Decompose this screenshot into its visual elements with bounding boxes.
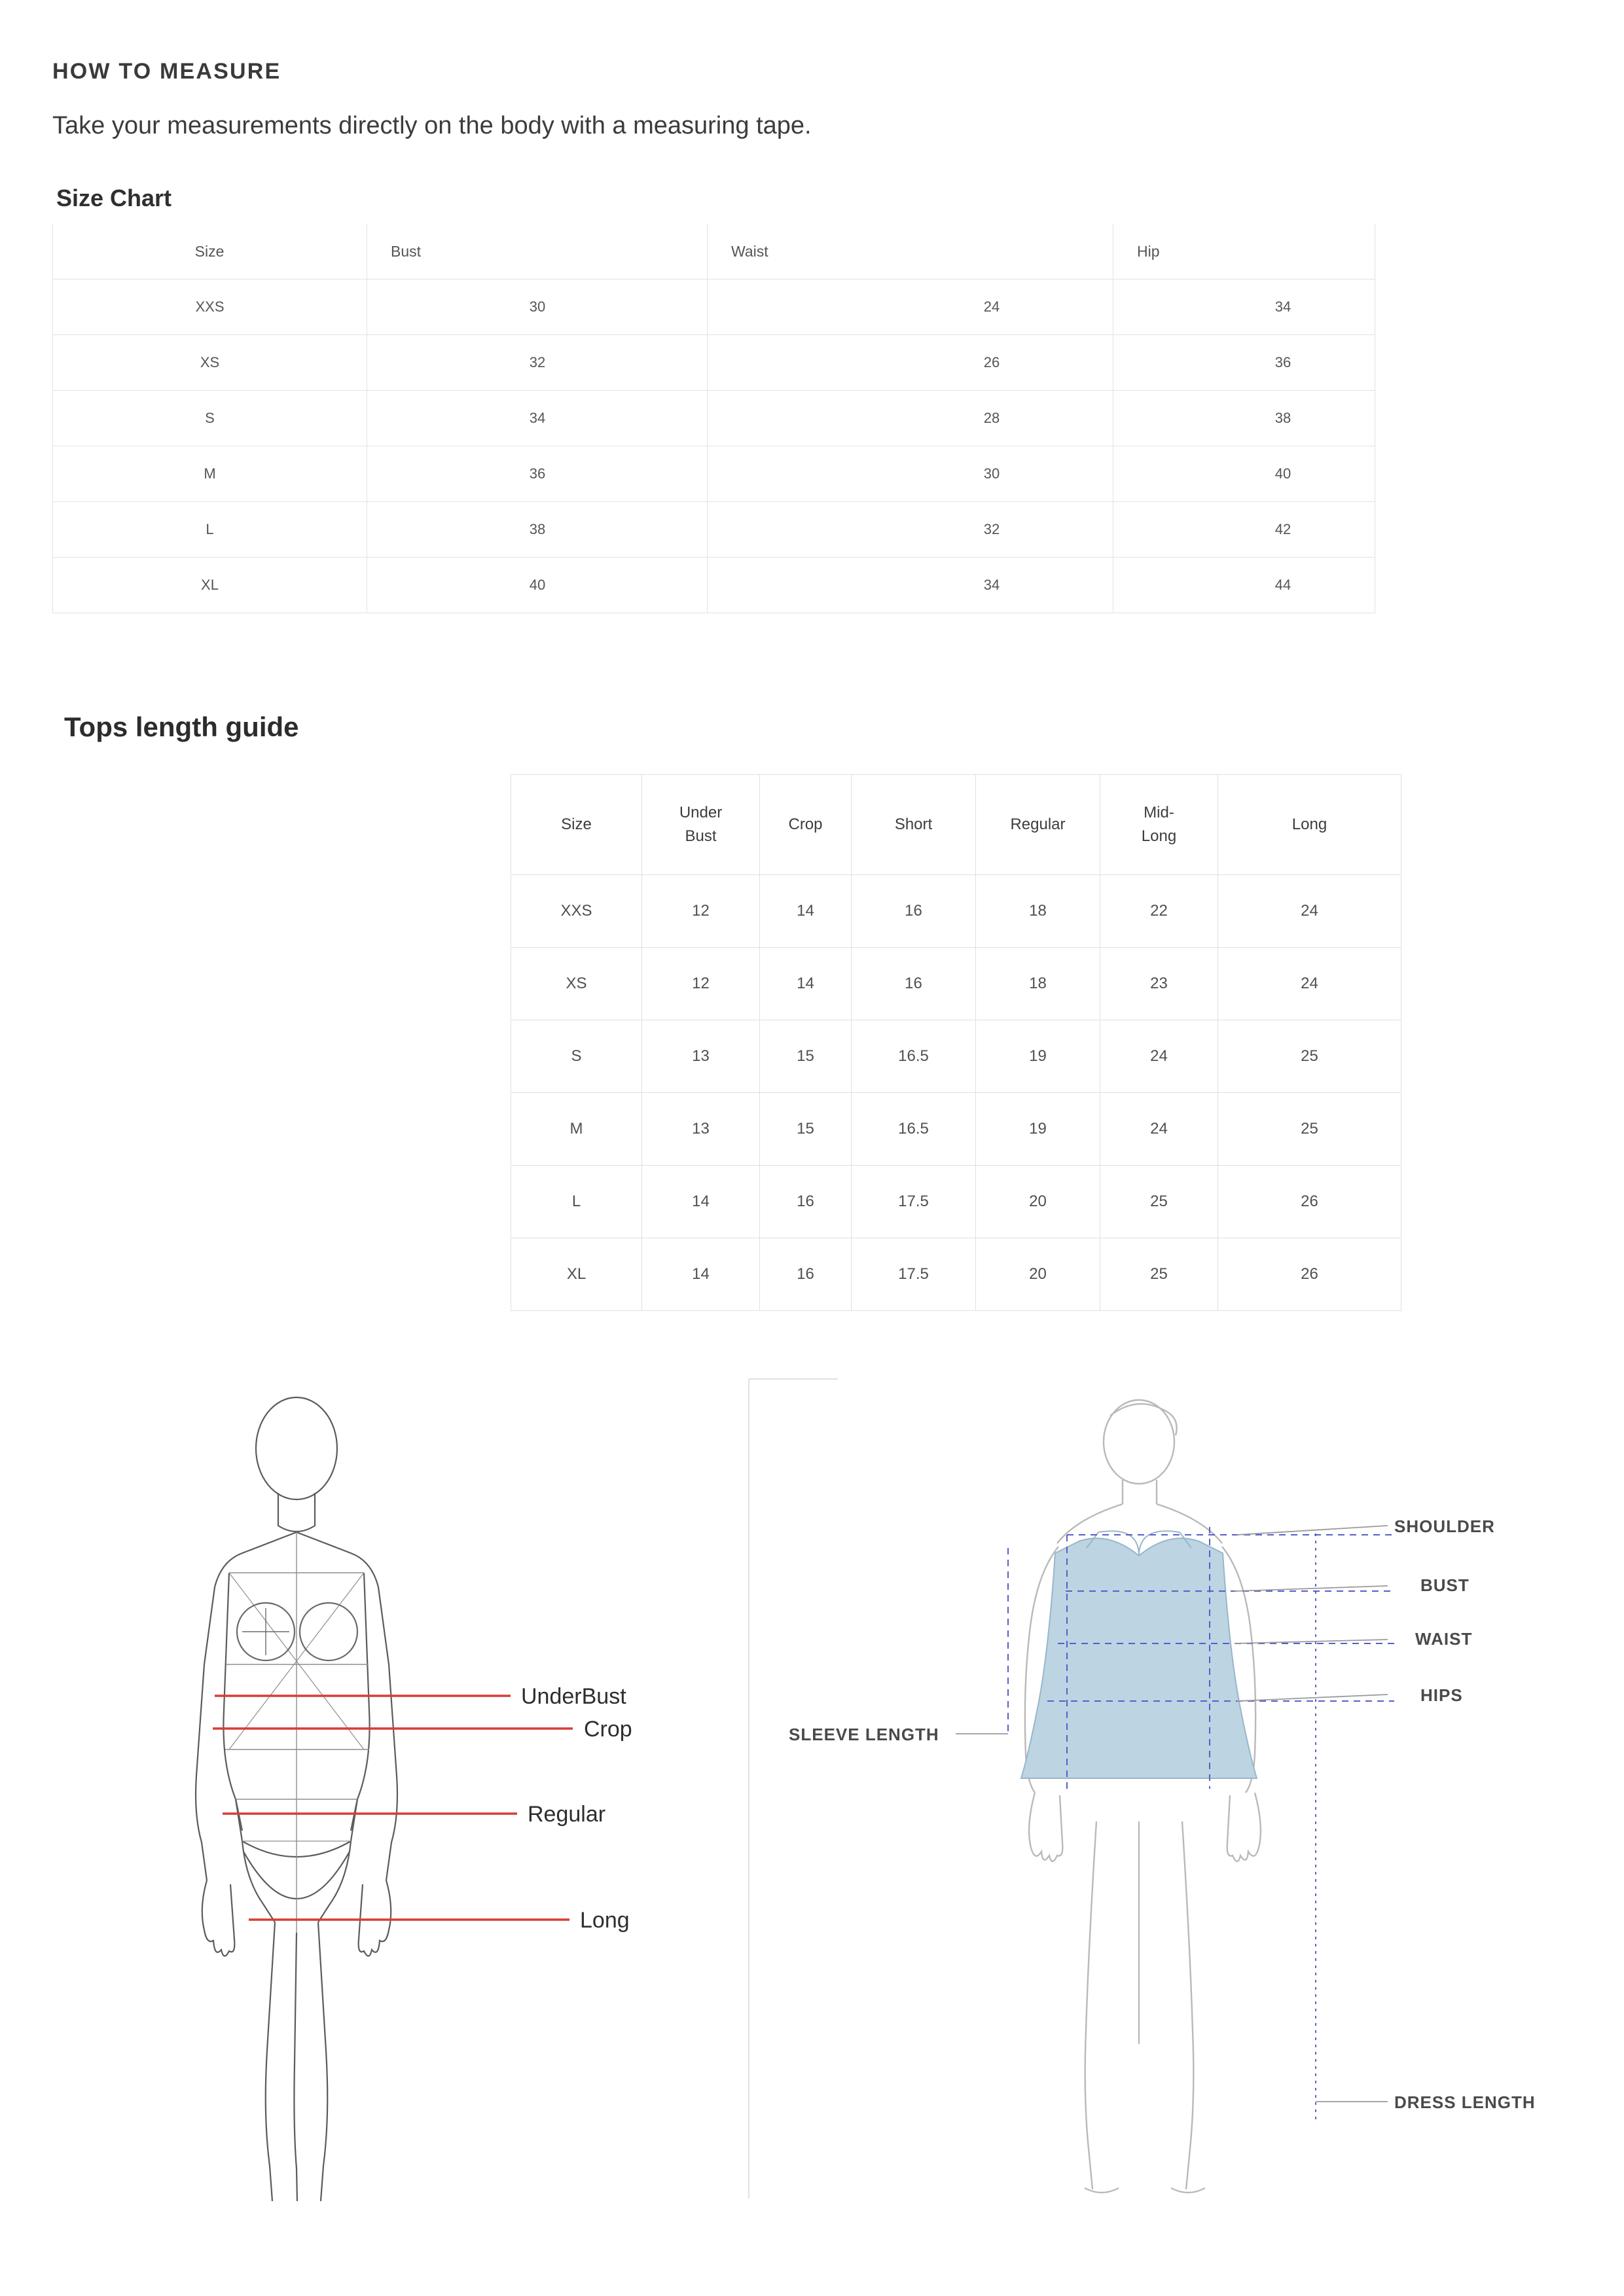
cell-under-bust: 12 [642, 948, 760, 1020]
table-row [511, 1238, 1401, 1311]
dress-diagram [740, 1370, 1610, 2208]
tops-table-wrapper [52, 774, 1572, 1311]
cell-waist: 30 [708, 446, 1113, 502]
cell-hip: 44 [1113, 558, 1375, 613]
cell-mid-long: 24 [1100, 1020, 1218, 1093]
cell-short: 17.5 [852, 1166, 976, 1238]
column-header-size: Size [53, 224, 367, 279]
column-header-short [852, 775, 976, 875]
label-dress-length: DRESS LENGTH [1394, 2092, 1536, 2112]
cell-hip: 36 [1113, 335, 1375, 391]
column-header-regular [976, 775, 1100, 875]
cell-size: XS [53, 335, 367, 391]
croquis-diagram [144, 1357, 799, 2208]
cell-waist: 24 [708, 279, 1113, 335]
cell-long: 24 [1218, 948, 1401, 1020]
column-header-mid-long [1100, 775, 1218, 875]
figures-section [52, 1357, 1572, 2208]
cell-bust: 36 [367, 446, 708, 502]
table-row [511, 1166, 1401, 1238]
column-header-under-bust [642, 775, 760, 875]
label-hips: HIPS [1420, 1685, 1463, 1705]
cell-under-bust: 13 [642, 1093, 760, 1166]
cell-waist: 28 [708, 391, 1113, 446]
header-line: Size [561, 816, 592, 833]
cell-size: S [511, 1020, 642, 1093]
page-title: HOW TO MEASURE [52, 59, 281, 84]
cell-size: L [53, 502, 367, 558]
cell-crop: 16 [760, 1166, 852, 1238]
table-row [53, 391, 1375, 446]
cell-size: S [53, 391, 367, 446]
header-line: Long [1141, 827, 1177, 845]
table-row [511, 948, 1401, 1020]
cell-crop: 14 [760, 875, 852, 948]
cell-long: 25 [1218, 1093, 1401, 1166]
cell-short: 16 [852, 875, 976, 948]
cell-regular: 18 [976, 875, 1100, 948]
table-row [53, 335, 1375, 391]
header-line: Long [1291, 816, 1327, 833]
table-header-row [511, 775, 1401, 875]
tops-length-table [511, 774, 1401, 1311]
cell-size: XXS [511, 875, 642, 948]
cell-long: 26 [1218, 1166, 1401, 1238]
cell-bust: 34 [367, 391, 708, 446]
header-line: Crop [788, 816, 823, 833]
cell-mid-long: 25 [1100, 1166, 1218, 1238]
cell-hip: 42 [1113, 502, 1375, 558]
cell-size: M [53, 446, 367, 502]
cell-crop: 16 [760, 1238, 852, 1311]
label-waist: WAIST [1415, 1629, 1473, 1649]
cell-size: XS [511, 948, 642, 1020]
column-header-waist: Waist [708, 224, 1113, 279]
cell-size: M [511, 1093, 642, 1166]
label-shoulder: SHOULDER [1394, 1516, 1495, 1536]
cell-waist: 32 [708, 502, 1113, 558]
cell-under-bust: 13 [642, 1020, 760, 1093]
cell-crop: 15 [760, 1093, 852, 1166]
cell-hip: 34 [1113, 279, 1375, 335]
cell-short: 16 [852, 948, 976, 1020]
table-row [511, 1093, 1401, 1166]
label-sleeve-length: SLEEVE LENGTH [789, 1725, 939, 1744]
table-row [53, 279, 1375, 335]
cell-crop: 15 [760, 1020, 852, 1093]
header-line: Under [679, 804, 723, 821]
size-chart-table [52, 224, 1375, 613]
cell-under-bust: 12 [642, 875, 760, 948]
header-line: Bust [685, 827, 717, 845]
column-header-crop [760, 775, 852, 875]
column-header-hip: Hip [1113, 224, 1375, 279]
cell-short: 17.5 [852, 1238, 976, 1311]
cell-size: XL [53, 558, 367, 613]
label-crop: Crop [584, 1717, 632, 1742]
cell-regular: 19 [976, 1020, 1100, 1093]
cell-under-bust: 14 [642, 1166, 760, 1238]
cell-size: XL [511, 1238, 642, 1311]
tops-length-guide-title: Tops length guide [64, 711, 299, 742]
table-row [53, 446, 1375, 502]
cell-long: 25 [1218, 1020, 1401, 1093]
cell-waist: 26 [708, 335, 1113, 391]
cell-short: 16.5 [852, 1093, 976, 1166]
table-header-row [53, 224, 1375, 279]
label-long: Long [580, 1908, 630, 1933]
column-header-size [511, 775, 642, 875]
header-line: Regular [1010, 816, 1066, 833]
cell-bust: 30 [367, 279, 708, 335]
cell-crop: 14 [760, 948, 852, 1020]
dress-shape [1021, 1531, 1257, 1778]
cell-regular: 20 [976, 1166, 1100, 1238]
cell-bust: 40 [367, 558, 708, 613]
cell-hip: 40 [1113, 446, 1375, 502]
header-line: Short [894, 816, 933, 833]
cell-regular: 19 [976, 1093, 1100, 1166]
size-chart-title: Size Chart [56, 185, 172, 211]
cell-regular: 20 [976, 1238, 1100, 1311]
column-header-bust: Bust [367, 224, 708, 279]
cell-mid-long: 23 [1100, 948, 1218, 1020]
cell-long: 24 [1218, 875, 1401, 948]
table-row [511, 1020, 1401, 1093]
cell-regular: 18 [976, 948, 1100, 1020]
header-line: Mid- [1144, 804, 1174, 821]
label-regular: Regular [528, 1802, 606, 1827]
cell-size: XXS [53, 279, 367, 335]
length-marker-lines [213, 1696, 573, 1920]
cell-mid-long: 22 [1100, 875, 1218, 948]
cell-bust: 38 [367, 502, 708, 558]
tops-length-figure [144, 1357, 799, 2208]
column-header-long [1218, 775, 1401, 875]
cell-bust: 32 [367, 335, 708, 391]
cell-waist: 34 [708, 558, 1113, 613]
cell-hip: 38 [1113, 391, 1375, 446]
cell-mid-long: 25 [1100, 1238, 1218, 1311]
cell-short: 16.5 [852, 1020, 976, 1093]
label-underbust: UnderBust [521, 1684, 626, 1709]
dress-measurement-figure [740, 1370, 1610, 2208]
cell-under-bust: 14 [642, 1238, 760, 1311]
table-row [511, 875, 1401, 948]
cell-long: 26 [1218, 1238, 1401, 1311]
cell-mid-long: 24 [1100, 1093, 1218, 1166]
label-bust: BUST [1420, 1575, 1470, 1595]
page-subtitle: Take your measurements directly on the body with a measuring tape. [52, 112, 812, 139]
table-row [53, 502, 1375, 558]
cell-size: L [511, 1166, 642, 1238]
table-row [53, 558, 1375, 613]
